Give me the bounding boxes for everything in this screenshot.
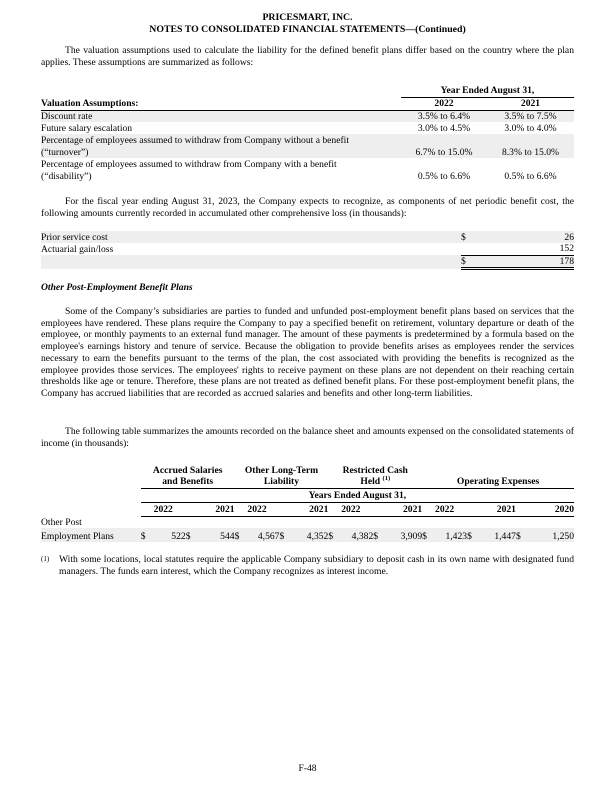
- year-header: 2022: [328, 502, 373, 516]
- table-row: [41, 122, 574, 134]
- valuation-year-2022: 2022: [401, 97, 487, 110]
- currency-symbol: $: [515, 530, 521, 542]
- value-cell: 1,423: [445, 530, 468, 542]
- total-value: 178: [481, 255, 574, 269]
- table-row: [41, 158, 574, 182]
- page-header: [41, 12, 574, 36]
- value-cell: 26: [564, 231, 574, 243]
- value-cell: 152: [481, 243, 574, 255]
- value-cell: 1,250: [552, 530, 574, 542]
- value-cell: 3.5% to 6.4%: [417, 110, 471, 122]
- group-other-long-term: Other Long-Term Liability: [235, 464, 329, 488]
- table-row: [41, 134, 574, 158]
- year-header: 2022: [235, 502, 280, 516]
- row-label: Discount rate: [41, 110, 93, 122]
- group-restricted-cash: Restricted Cash Held $^{(1)}$: [328, 464, 422, 488]
- years-header: Years Ended August 31,: [141, 488, 574, 502]
- value-cell: 3,909: [400, 530, 423, 542]
- currency-symbol: $: [185, 530, 191, 542]
- year-header: 2020: [516, 502, 574, 516]
- company-name: PRICESMART, INC.: [262, 12, 353, 23]
- table-row: [41, 243, 574, 255]
- valuation-table: [41, 85, 574, 182]
- value-cell: 3.0% to 4.5%: [417, 122, 471, 134]
- table-row: [41, 231, 574, 243]
- row-label-cont: (“disability”): [41, 170, 92, 182]
- currency-symbol: $: [279, 530, 285, 542]
- row-label: Employment Plans: [41, 530, 114, 542]
- value-cell: 0.5% to 6.6%: [504, 170, 557, 182]
- value-cell: 522: [171, 530, 186, 542]
- currency-symbol: $: [461, 231, 466, 243]
- value-cell: 3.5% to 7.5%: [504, 110, 557, 122]
- group-operating-expenses: Operating Expenses: [422, 464, 574, 488]
- group-accrued-salaries: Accrued Salaries and Benefits: [141, 464, 235, 488]
- year-header: 2021: [186, 502, 235, 516]
- table-row: [41, 528, 574, 542]
- currency-symbol: [461, 243, 481, 255]
- currency-symbol: $: [140, 530, 146, 542]
- year-header: 2021: [279, 502, 328, 516]
- intro-paragraph: The valuation assumptions used to calculate the liability for the defined benefit plans differ based on the country where the plan applies. These assumptions are summarized as follows:: [41, 45, 574, 68]
- footnote: [41, 554, 574, 577]
- value-cell: 4,567: [257, 530, 280, 542]
- value-cell: 1,447: [494, 530, 516, 542]
- currency-symbol: $: [422, 530, 427, 542]
- summary-table: [41, 464, 574, 542]
- document-page: [41, 0, 574, 800]
- value-cell: 4,352: [306, 530, 329, 542]
- currency-symbol: $: [234, 530, 240, 542]
- value-cell: 8.3% to 15.0%: [501, 146, 560, 158]
- value-cell: 544: [220, 530, 235, 542]
- year-header: 2021: [373, 502, 422, 516]
- footnote-text: With some locations, local statutes require the applicable Company subsidiary to deposit cash in its own name with designated fund managers. The funds earn interest, which the Company recognizes as interest income.: [59, 554, 574, 577]
- value-cell: 3.0% to 4.0%: [504, 122, 557, 134]
- summary-paragraph: The following table summarizes the amounts recorded on the balance sheet and amounts expensed on the consolidated statements of income (in thousands):: [41, 426, 574, 449]
- valuation-group-header: Year Ended August 31,: [401, 85, 574, 97]
- table-row: [41, 110, 574, 122]
- row-label: Percentage of employees assumed to withdraw from Company without a benefit: [41, 135, 349, 146]
- row-label: Percentage of employees assumed to withdraw from Company with a benefit: [41, 159, 337, 170]
- currency-symbol: $: [461, 255, 481, 269]
- valuation-year-2021: 2021: [487, 97, 574, 110]
- currency-symbol: $: [373, 530, 379, 542]
- row-label: Other Post: [41, 516, 82, 528]
- fiscal-paragraph: For the fiscal year ending August 31, 2023, the Company expects to recognize, as components of net periodic benefit cost, the following amounts currently recorded in accumulated other comprehensive loss (in thousands):: [41, 196, 574, 219]
- aoci-table: [41, 231, 574, 270]
- row-label: Future salary escalation: [41, 122, 133, 134]
- page-number: F-48: [298, 763, 317, 774]
- footnote-ref: (1): [382, 474, 391, 482]
- year-header: 2022: [141, 502, 186, 516]
- valuation-col-label: Valuation Assumptions:: [41, 97, 401, 110]
- currency-symbol: $: [467, 530, 472, 542]
- currency-symbol: $: [328, 530, 334, 542]
- year-header: 2021: [467, 502, 516, 516]
- year-header: 2022: [422, 502, 467, 516]
- value-cell: 0.5% to 6.6%: [417, 170, 471, 182]
- post-employment-paragraph: Some of the Company’s subsidiaries are parties to funded and unfunded post-employment benefit plans based on services that the employees have rendered. These plans require the Company to pay a specified benefit on retirement, voluntary departure or death of the employee, or monthly payments to an external fund manager. The amount of these payments is predetermined by a formula based on the employee's earnings history and tenure of service. Because the obligation to provide benefits arises as employees render the services necessary to earn the benefits pursuant to the terms of the plan, the cost associated with providing the benefits is recognized as the employee provides those services. The employees' rights to receive payment on these plans are not dependent on their reaching certain thresholds like age or tenure. Therefore, these plans are not treated as defined benefit plans. For these post-employment benefit plans, the Company has accrued liabilities that are recorded as accrued salaries and benefits and other long-term liabilities.: [41, 306, 574, 399]
- row-label: Actuarial gain/loss: [41, 243, 114, 255]
- section-title: NOTES TO CONSOLIDATED FINANCIAL STATEMENTS—(Continued): [149, 24, 466, 35]
- section-subheading: Other Post-Employment Benefit Plans: [41, 282, 193, 293]
- row-label: Prior service cost: [41, 231, 108, 243]
- row-label-cont: (“turnover”): [41, 146, 89, 158]
- table-row-total: [41, 255, 574, 269]
- value-cell: 6.7% to 15.0%: [415, 146, 473, 158]
- value-cell: 4,382: [351, 530, 374, 542]
- footnote-mark: (1): [41, 555, 50, 563]
